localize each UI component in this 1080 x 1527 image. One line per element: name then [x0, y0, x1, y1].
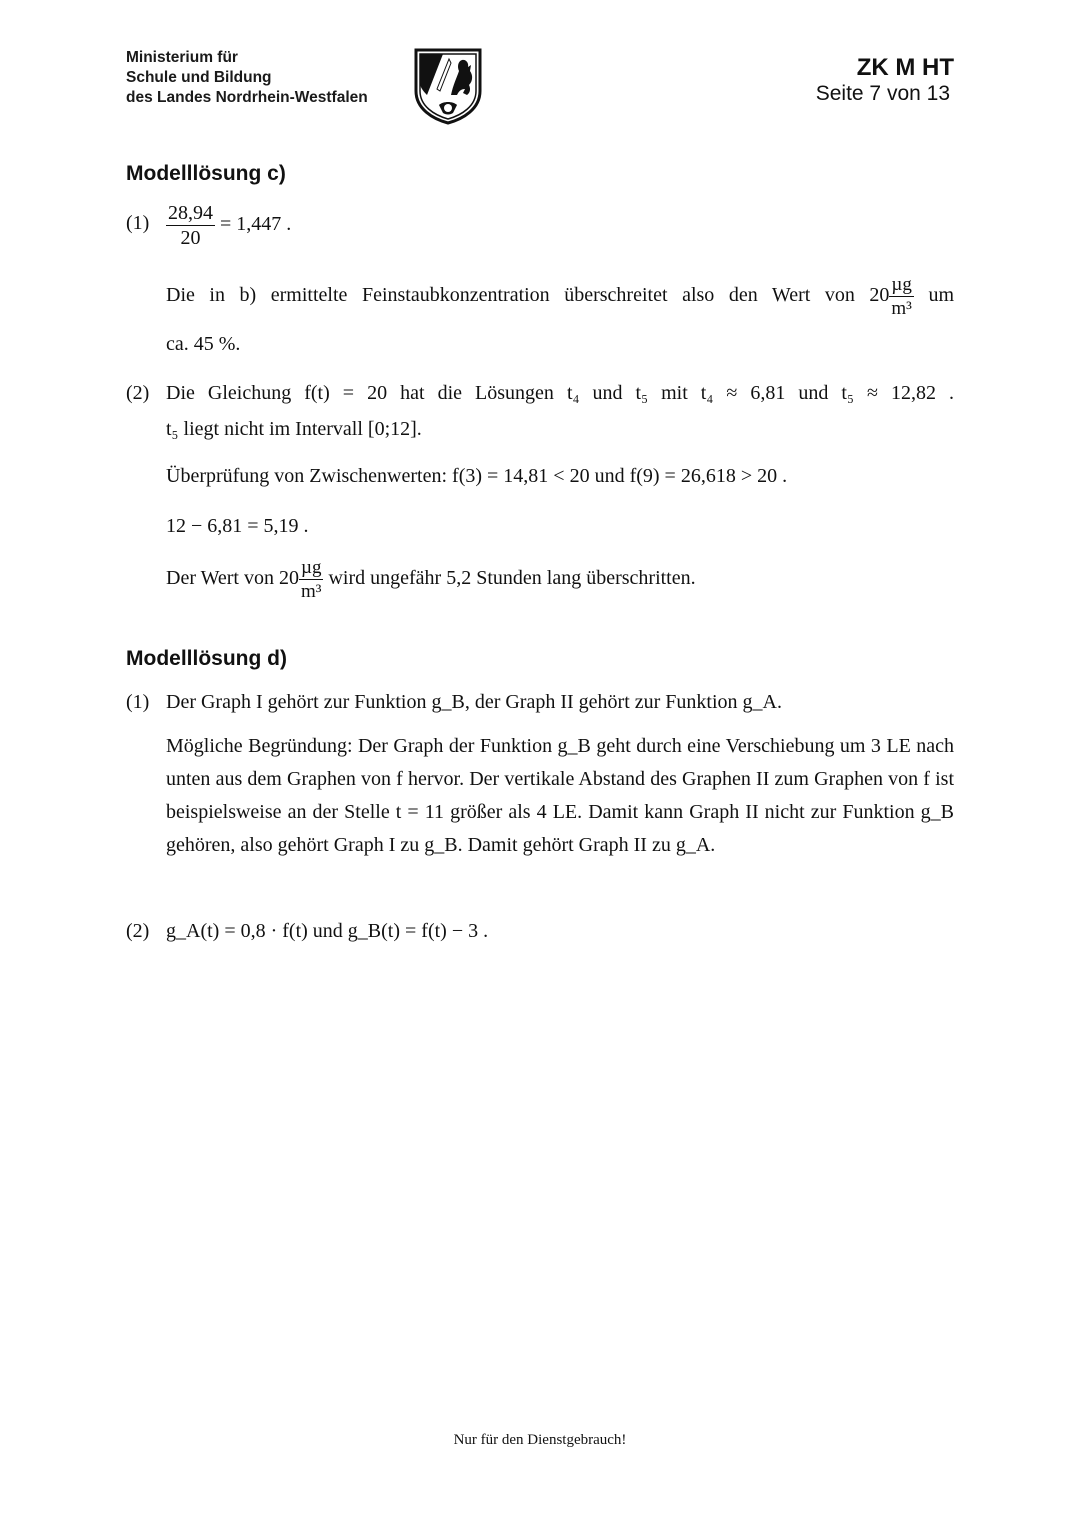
document-code: ZK M HT	[856, 54, 954, 81]
item-d2-label: (2)	[126, 920, 150, 942]
item-c2-label: (2)	[126, 382, 150, 404]
ministry-name: Ministerium für Schule und Bildung des Landes Nordrhein-Westfalen	[126, 49, 368, 106]
fraction-c1: $\frac{28,94}{20}$ = 1,447 .	[168, 202, 292, 249]
item-c2-line5: Der Wert von 20 $\frac{\text{µg}}{\text{m³}}$ wird ungefähr 5,2 Stunden lang überschritten.	[166, 557, 696, 602]
item-d1-label: (1)	[126, 691, 150, 713]
item-d1-line1: Der Graph I gehört zur Funktion g_B, der Graph II gehört zur Funktion g_A.	[166, 691, 782, 713]
item-c1-label: (1)	[126, 212, 150, 234]
item-c1-text: Die in b) ermittelte Feinstaubkonzentration überschreitet also den Wert von 20 $\frac{\text{µg}}{\text{m³}}$ um	[166, 274, 955, 319]
page-number: Seite 7 von 13	[815, 82, 950, 105]
item-d1-reason: Mögliche Begründung: Der Graph der Funktion g_B geht durch eine Verschiebung um 3 LE nach unten aus dem Graphen von f hervor. Der vertikale Abstand des Graphen II zum Graphen von f ist beispielsweise an der Stelle t = 11 größer als 4 LE. Damit kann Graph II nicht zur Funktion g_B gehören, also gehört Graph I zu g_B. Damit gehört Graph II zu g_A.	[166, 735, 954, 856]
section-heading-c: Modelllösung c)	[126, 162, 286, 185]
item-d2-text: g_A(t) = 0,8 · f(t) und g_B(t) = f(t) − 3 .	[166, 920, 489, 942]
item-c1-text2: ca. 45 %.	[166, 333, 241, 355]
item-c2-line4: 12 − 6,81 = 5,19 .	[166, 515, 309, 537]
item-c2-line2: t₅ liegt nicht im Intervall [0;12].	[166, 418, 422, 440]
nrw-coat-of-arms-icon	[413, 47, 483, 125]
section-heading-d: Modelllösung d)	[126, 647, 287, 670]
footer-note: Nur für den Dienstgebrauch!	[453, 1432, 627, 1448]
item-c2-line1: Die Gleichung f(t) = 20 hat die Lösungen t₄ und t₅ mit t₄ ≈ 6,81 und t₅ ≈ 12,82 .	[166, 382, 954, 404]
item-c2-line3: Überprüfung von Zwischenwerten: f(3) = 14,81 < 20 und f(9) = 26,618 > 20 .	[166, 465, 788, 487]
